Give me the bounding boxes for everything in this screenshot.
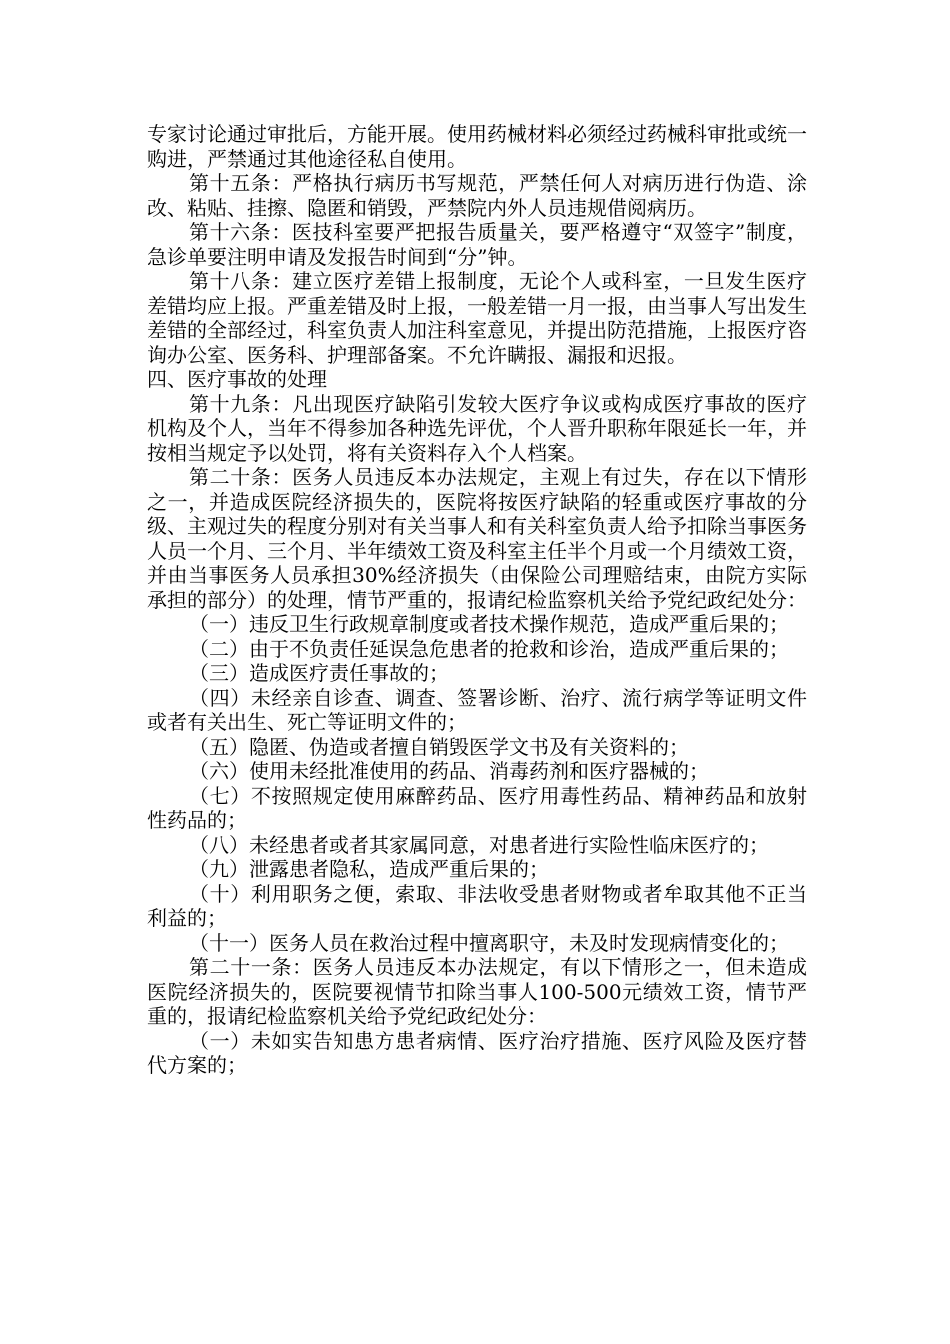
paragraph-continuation: 专家讨论通过审批后，方能开展。使用药械材料必须经过药械科审批或统一购进，严禁通过其他途径私自使用。 [147,122,807,171]
list-item-7: （七）不按照规定使用麻醉药品、医疗用毒性药品、精神药品和放射性药品的； [147,783,807,832]
article-21: 第二十一条：医务人员违反本办法规定，有以下情形之一，但未造成医院经济损失的，医院要视情节扣除当事人100-500元绩效工资，情节严重的，报请纪检监察机关给予党纪政纪处分： [147,955,807,1028]
list-item-10: （十）利用职务之便，索取、非法收受患者财物或者牟取其他不正当利益的； [147,881,807,930]
article-15: 第十五条：严格执行病历书写规范，严禁任何人对病历进行伪造、涂改、粘贴、挂擦、隐匿和销毁，严禁院内外人员违规借阅病历。 [147,171,807,220]
article-20: 第二十条：医务人员违反本办法规定，主观上有过失，存在以下情形之一，并造成医院经济损失的，医院将按医疗缺陷的轻重或医疗事故的分级、主观过失的程度分别对有关当事人和有关科室负责人给予扣除当事医务人员一个月、三个月、半年绩效工资及科室主任半个月或一个月绩效工资，并由当事医务人员承担30%经济损失（由保险公司理赔结束，由院方实际承担的部分）的处理，情节严重的，报请纪检监察机关给予党纪政纪处分： [147,465,807,612]
article-16: 第十六条：医技科室要严把报告质量关，要严格遵守“双签字”制度，急诊单要注明申请及发报告时间到“分”钟。 [147,220,807,269]
list-item-11: （十一）医务人员在救治过程中擅离职守，未及时发现病情变化的； [189,930,789,955]
list-item-9: （九）泄露患者隐私，造成严重后果的； [189,857,549,881]
list-item-4: （四）未经亲自诊查、调查、签署诊断、治疗、流行病学等证明文件或者有关出生、死亡等证明文件的； [147,685,807,734]
document-body [147,122,807,1078]
list-item-1: （一）违反卫生行政规章制度或者技术操作规范，造成严重后果的； [189,612,789,636]
article-21-item-1: （一）未如实告知患方患者病情、医疗治疗措施、医疗风险及医疗替代方案的； [147,1028,807,1077]
list-item-8: （八）未经患者或者其家属同意，对患者进行实险性临床医疗的； [189,832,769,857]
list-item-2: （二）由于不负责任延误急危患者的抢救和诊治，造成严重后果的； [189,636,789,661]
list-item-3: （三）造成医疗责任事故的； [189,661,449,685]
list-item-6: （六）使用未经批准使用的药品、消毒药剂和医疗器械的； [189,759,709,783]
article-19: 第十九条：凡出现医疗缺陷引发较大医疗争议或构成医疗事故的医疗机构及个人，当年不得参加各种选先评优，个人晋升职称年限延长一年，并按相当规定予以处罚，将有关资料存入个人档案。 [147,391,807,465]
section-heading: 四、医疗事故的处理 [147,367,327,391]
list-item-5: （五）隐匿、伪造或者擅自销毁医学文书及有关资料的； [189,734,689,759]
article-18: 第十八条：建立医疗差错上报制度，无论个人或科室，一旦发生医疗差错均应上报。严重差错及时上报，一般差错一月一报，由当事人写出发生差错的全部经过，科室负责人加注科室意见，并提出防范措施，上报医疗咨询办公室、医务科、护理部备案。不允许瞒报、漏报和迟报。 [147,269,807,367]
